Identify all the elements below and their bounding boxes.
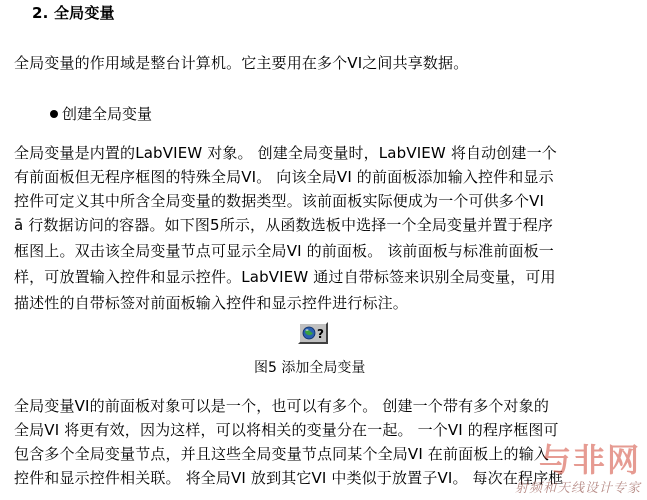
watermark-logo: 与非网 [538, 441, 641, 479]
paragraph-line: 包含多个全局变量节点，并且这些全局变量节点同某个全局VI 在前面板上的输入 [14, 445, 550, 463]
intro-text: 全局变量的作用域是整台计算机。它主要用在多个VI之间共享数据。 [14, 54, 469, 72]
paragraph-line: 框图上。双击该全局变量节点可显示全局VI 的前面板。 该前面板与标准前面板一 [14, 242, 554, 260]
section-heading: 2. 全局变量 [32, 4, 115, 22]
paragraph-line: 控件和显示控件相关联。 将全局VI 放到其它VI 中类似于放置子VI。 每次在程序框 [14, 469, 564, 487]
watermark-tagline: 射频和天线设计专家 [514, 481, 641, 496]
bullet-icon [50, 110, 58, 118]
watermark [515, 443, 641, 496]
bullet-title: 创建全局变量 [62, 105, 153, 123]
paragraph-line: 全局VI 将更有效，因为这样，可以将相关的变量分在一起。 一个VI 的程序框图可 [14, 421, 559, 439]
paragraph-line: 样，可放置输入控件和显示控件。LabVIEW 通过自带标签来识别全局变量，可用 [14, 268, 556, 286]
paragraph-line: ā 行数据访问的容器。如下图5所示，从函数选板中选择一个全局变量并置于程序 [14, 216, 554, 234]
global-variable-icon [298, 322, 328, 344]
globe-icon [302, 325, 326, 341]
figure-caption: 图5 添加全局变量 [254, 360, 366, 376]
bullet-item [50, 103, 152, 124]
paragraph-line: 描述性的自带标签对前面板输入控件和显示控件进行标注。 [14, 294, 408, 312]
paragraph-line: 全局变量VI的前面板对象可以是一个，也可以有多个。 创建一个带有多个对象的 [14, 397, 550, 415]
question-glyph: ? [317, 327, 324, 341]
paragraph-line: 控件可定义其中所含全局变量的数据类型。该前面板实际便成为一个可供多个VI [14, 192, 545, 210]
paragraph-line: 有前面板但无程序框图的特殊全局VI。 向该全局VI 的前面板添加输入控件和显示 [14, 168, 554, 186]
paragraph-line: 全局变量是内置的LabVIEW 对象。 创建全局变量时，LabVIEW 将自动创建一个 [14, 144, 557, 162]
